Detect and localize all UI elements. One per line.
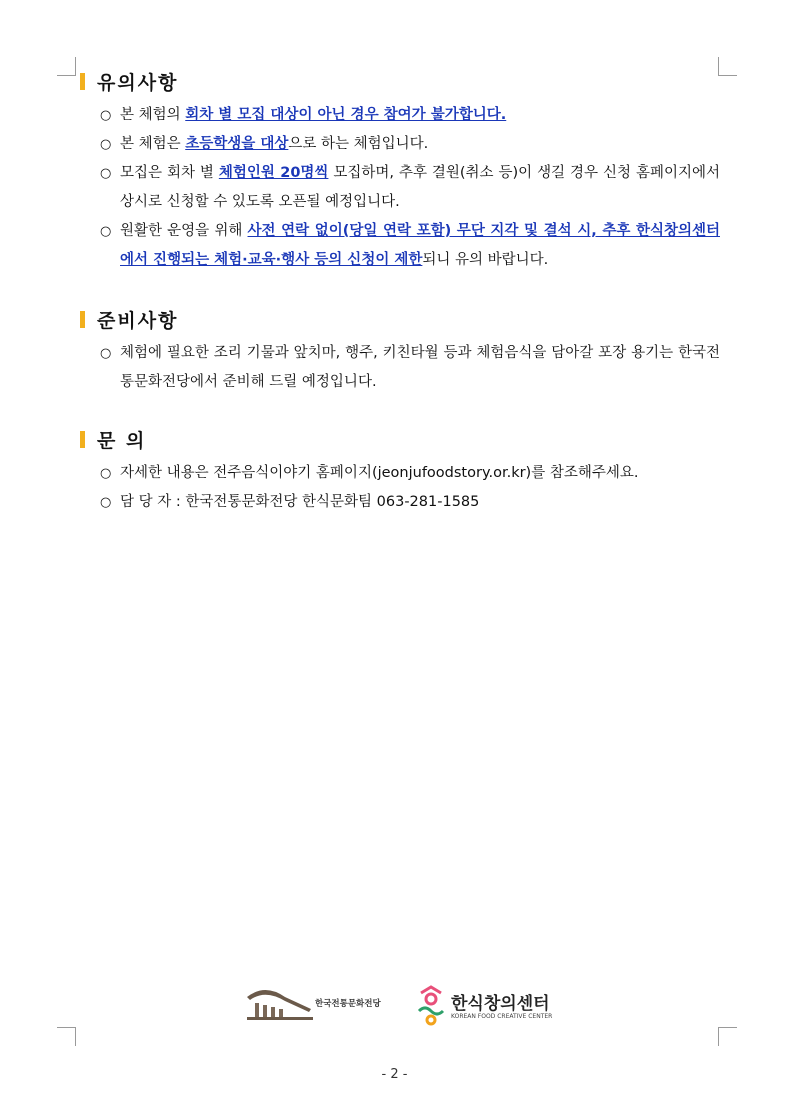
item-text: 모집은 회차 별 <box>120 165 219 181</box>
section-heading <box>80 305 720 333</box>
corner-mark-bottom-right <box>718 1027 737 1046</box>
section-heading <box>80 67 720 95</box>
logo-left-name: 한국전통문화전당 <box>315 999 381 1009</box>
section-notice <box>80 67 720 275</box>
bullet-icon: ○ <box>100 224 112 239</box>
list-item <box>80 217 720 275</box>
item-text: 본 체험의 <box>120 107 186 123</box>
bullet-icon: ○ <box>100 346 112 361</box>
item-highlight: 체험인원 20명씩 <box>218 165 329 181</box>
list-item <box>80 101 720 130</box>
logo-korean-food-creative-center <box>415 983 565 1027</box>
heading-accent-bar <box>80 311 85 328</box>
item-text: 원활한 운영을 위해 <box>120 223 248 239</box>
footer-logos <box>245 983 565 1027</box>
heading-accent-bar <box>80 73 85 90</box>
item-list <box>80 339 720 397</box>
bullet-icon: ○ <box>100 466 112 481</box>
corner-mark-top-right <box>718 57 737 76</box>
item-text: 체험에 필요한 조리 기물과 앞치마, 행주, 키친타월 등과 체험음식을 담아갈 포장 용기는 한국전통문화전당에서 준비해 드릴 예정입니다. <box>120 345 720 390</box>
heading-text: 준비사항 <box>97 309 179 332</box>
list-item <box>80 488 720 517</box>
item-highlight: 회차 별 모집 대상이 아닌 경우 참여가 불가합니다. <box>185 107 507 123</box>
bullet-icon: ○ <box>100 108 112 123</box>
heading-accent-bar <box>80 431 85 448</box>
list-item <box>80 339 720 397</box>
list-item <box>80 159 720 217</box>
list-item <box>80 459 720 488</box>
hansik-mark-icon <box>415 983 449 1027</box>
item-text: 자세한 내용은 전주음식이야기 홈페이지(jeonjufoodstory.or.kr)를 참조해주세요. <box>120 465 639 481</box>
bullet-icon: ○ <box>100 137 112 152</box>
item-text: 담 당 자 : 한국전통문화전당 한식문화팀 063-281-1585 <box>120 494 480 510</box>
logo-right-subtitle: KOREAN FOOD CREATIVE CENTER <box>451 1013 553 1020</box>
logo-korea-traditional-culture-center <box>245 983 390 1027</box>
corner-mark-top-left <box>57 57 76 76</box>
item-highlight: 사전 연락 없이(당일 연락 포함) 무단 지각 및 결석 시, 추후 한식창의센터에서 진행되는 체험·교육·행사 등의 신청이 제한 <box>120 223 720 268</box>
page-number: - 2 - <box>381 1067 408 1082</box>
item-text: 본 체험은 <box>120 136 186 152</box>
item-text-tail: 모집하며, 추후 결원(취소 등)이 생길 경우 신청 홈페이지에서 상시로 신청할 수 있도록 오픈될 예정입니다. <box>120 165 720 210</box>
section-contact <box>80 425 720 517</box>
item-list <box>80 459 720 517</box>
item-text-tail: 으로 하는 체험입니다. <box>288 136 429 152</box>
section-prep <box>80 305 720 397</box>
heading-text: 문 의 <box>97 429 147 452</box>
bullet-icon: ○ <box>100 495 112 510</box>
heading-text: 유의사항 <box>97 71 179 94</box>
item-highlight: 초등학생을 대상 <box>185 136 289 152</box>
logo-right-name: 한식창의센터 <box>451 994 550 1014</box>
list-item <box>80 130 720 159</box>
corner-mark-bottom-left <box>57 1027 76 1046</box>
building-logo-icon <box>245 983 315 1027</box>
section-heading <box>80 425 720 453</box>
item-list <box>80 101 720 275</box>
item-text-tail: 되니 유의 바랍니다. <box>422 252 549 268</box>
bullet-icon: ○ <box>100 166 112 181</box>
